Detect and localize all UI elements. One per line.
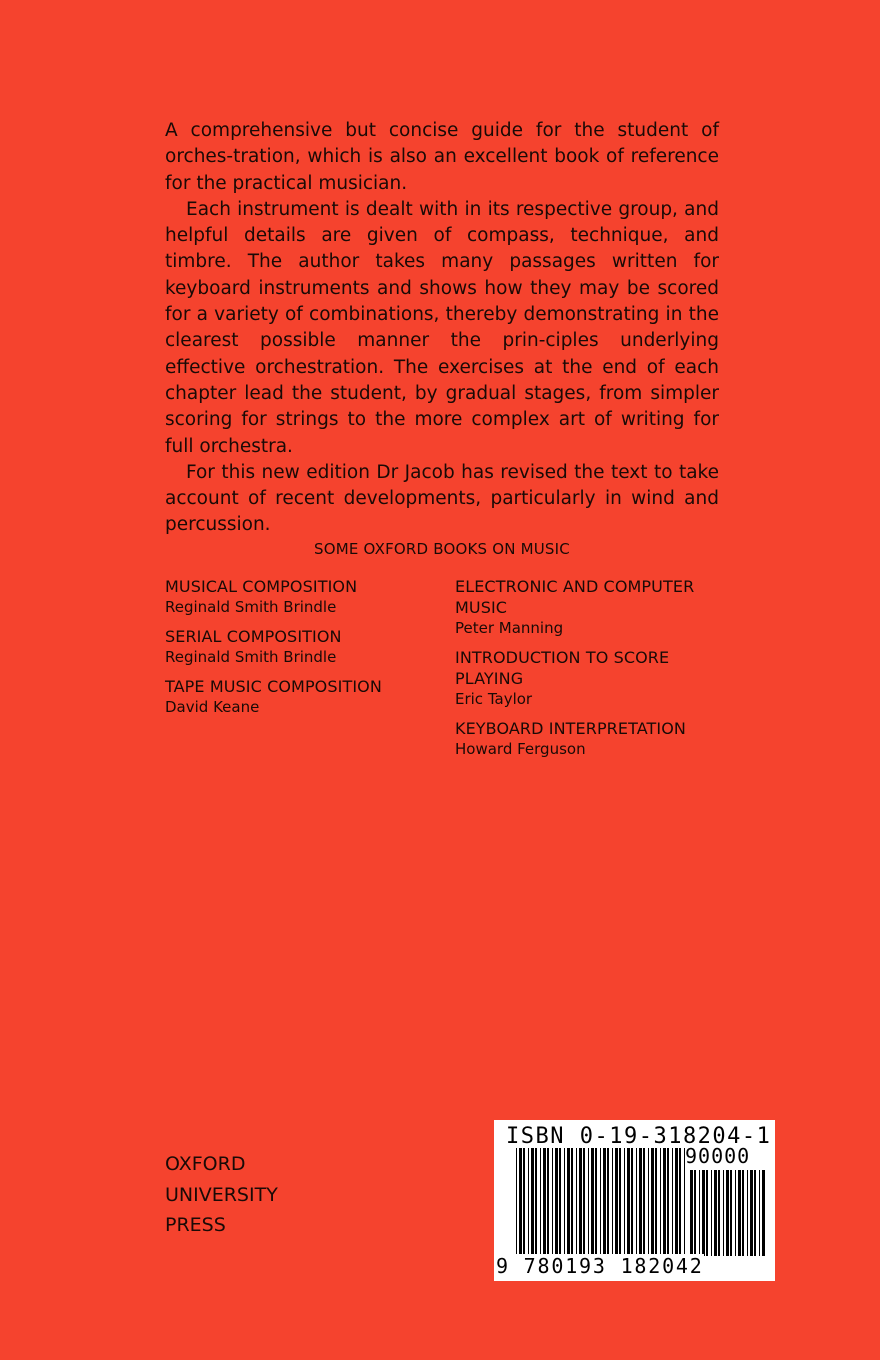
book-title: MUSICAL COMPOSITION [165,577,358,596]
ean-number: 9 780193 182042 [496,1254,704,1278]
publisher-line-university: UNIVERSITY [165,1183,278,1206]
book-list-right [455,576,725,768]
blurb [165,118,719,539]
blurb-paragraph-2: Each instrument is dealt with in its respective group, and helpful details are given of compass, technique, and timbre. The author takes many passages written for keyboard instruments and shows how they may be scored for a variety of combinations, thereby demonstrating in the clearest possible manner the prin-ciples underlying effective orchestration. The exercises at the end of each chapter lead the student, by gradual stages, from simpler scoring for strings to the more complex art of writing for full orchestra. [165,198,719,457]
book-author: Howard Ferguson [455,740,586,758]
book-author: Eric Taylor [455,690,533,708]
book-author: Peter Manning [455,619,564,637]
book-list [165,576,725,768]
publisher-logo [165,1149,278,1241]
book-author: Reginald Smith Brindle [165,648,337,666]
isbn-text: ISBN 0-19-318204-1 [506,1124,772,1149]
book-author: Reginald Smith Brindle [165,598,337,616]
book-item [165,576,405,618]
blurb-paragraph-1: A comprehensive but concise guide for the student of orches-tration, which is also an excellent book of reference for the practical musician. [165,120,719,194]
book-title: KEYBOARD INTERPRETATION [455,719,687,738]
publisher-line-press: PRESS [165,1214,226,1236]
book-title: ELECTRONIC AND COMPUTER MUSIC [455,577,695,617]
book-item [455,647,725,710]
blurb-paragraph-3: For this new edition Dr Jacob has revised the text to take account of recent developments, particularly in wind and percussion. [165,461,719,536]
barcode [494,1120,775,1281]
book-title: SERIAL COMPOSITION [165,627,342,646]
book-item [455,576,725,639]
book-author: David Keane [165,698,260,716]
book-item [455,718,725,760]
book-item [165,626,405,668]
book-list-left [165,576,405,768]
book-title: INTRODUCTION TO SCORE PLAYING [455,648,670,688]
book-title: TAPE MUSIC COMPOSITION [165,677,382,696]
series-heading: SOME OXFORD BOOKS ON MUSIC [314,540,570,558]
publisher-line-oxford: OXFORD [165,1153,246,1175]
price-code: 90000 [685,1144,751,1168]
book-item [165,676,405,718]
